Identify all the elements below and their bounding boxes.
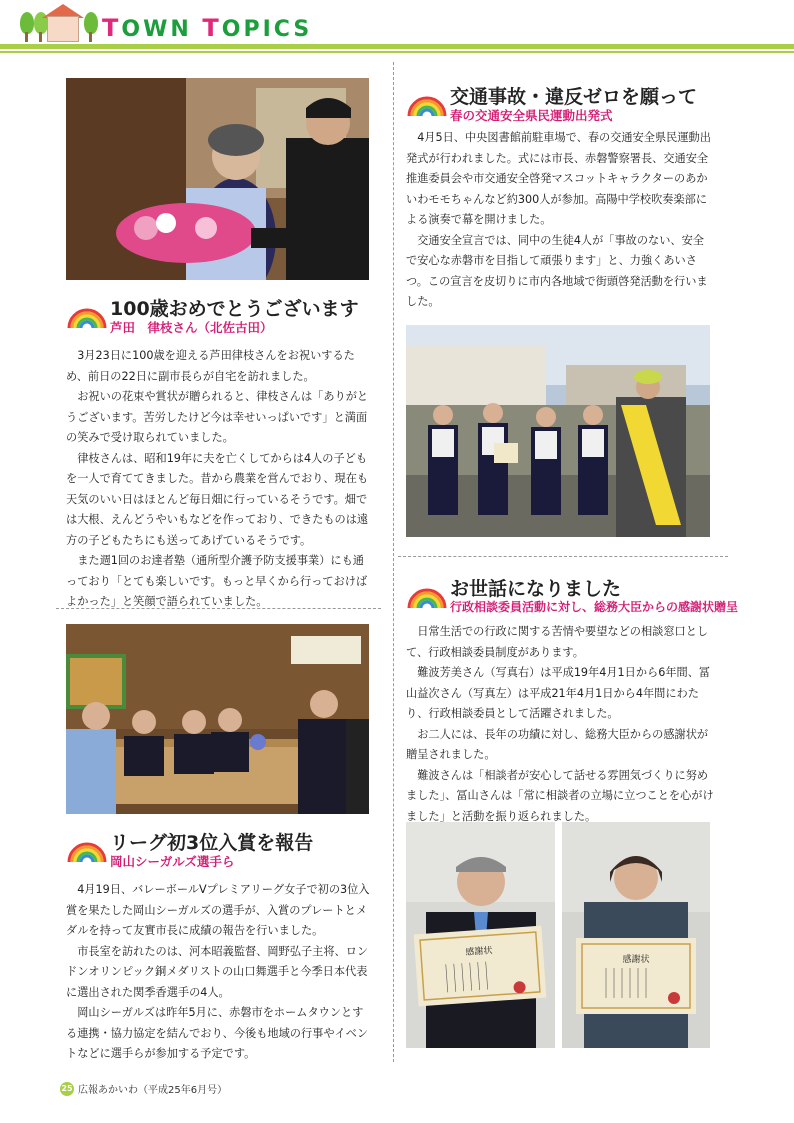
article-title: 交通事故・違反ゼロを願って (450, 86, 698, 108)
article-body: 日常生活での行政に関する苦情や要望などの相談窓口として、行政相談委員制度があります。 難波芳美さん（写真右）は平成19年4月1日から6年間、冨山益次さん（写真左）は平成21年4月1日から4年間にわたり、行政相談委員として活躍されました。 お二人には、長年の功績に対し、総務大臣からの感謝状が贈呈されました。 難波さんは「相談者が安心して話せる雰囲気づくりに努めました」、冨山さんは「常に相談者の立場に立つことを心がけました」と活動を振り返られました。 (406, 625, 714, 823)
article-title: リーグ初3位入賞を報告 (110, 832, 314, 854)
article-subtitle: 行政相談委員活動に対し、総務大臣からの感謝状贈呈 (450, 600, 739, 614)
birthday-photo (66, 78, 369, 280)
divider (398, 556, 728, 557)
article-body: 3月23日に100歳を迎える芦田律枝さんをお祝いするため、前日の22日に副市長らが自宅を訪れました。 お祝いの花束や賞状が贈られると、律枝さんは「ありがとうございます。苦労したけど今は幸せいっぱいです」と満面の笑みで受け取られていました。 律枝さんは、昭和19年に夫を亡くしてからは4人の子どもを一人で育ててきました。昔から農業を営んでおり、現在も天気のいい日はほとんど毎日畑に行っているそうです。畑では大根、えんどうやいもなどを作っており、できたものは遠方の子どもたちにも送ってあげているそうです。 また週1回のお達者塾（通所型介護予防支援事業）にも通っており「とても楽しいです。もっと早くから行っておけばよかった」と笑顔で語られていました。 (66, 349, 369, 608)
divider (56, 608, 381, 609)
rainbow-icon (66, 828, 108, 864)
traffic-photo (406, 325, 710, 537)
tree-icon (20, 12, 34, 34)
publication-name: 広報あかいわ（平成25年6月号） (78, 1085, 228, 1096)
section-title: TOWN TOPICS (102, 14, 313, 42)
article-subtitle: 春の交通安全県民運動出発式 (450, 108, 613, 123)
column-divider (393, 62, 394, 1062)
article-title: 100歳おめでとうございます (110, 298, 359, 320)
page-header (0, 0, 794, 60)
article-body: 4月19日、バレーボールVプレミアリーグ女子で初の3位入賞を果たした岡山シーガルズの選手が、入賞のプレートとメダルを持って友實市長に成績の報告を行いました。 市長室を訪れたのは、河本昭義監督、岡野弘子主将、ロンドンオリンピック銅メダリストの山口舞選手と今季日本代表に選出された関季香選手の4人。 岡山シーガルズは昨年5月に、赤磐市をホームタウンとする連携・協力協定を結んでおり、今後も地域の行事やイベントなどに選手らが参加する予定です。 (66, 883, 370, 1060)
rainbow-icon (406, 574, 448, 610)
rainbow-icon (406, 82, 448, 118)
rainbow-icon (66, 294, 108, 330)
article-body: 4月5日、中央図書館前駐車場で、春の交通安全県民運動出発式が行われました。式には市長、赤磐警察署長、交通安全推進委員会や市交通安全啓発マスコットキャラクターのあかいわモモちゃんなど約300人が参加。高陽中学校吹奏楽部による演奏で幕を開けました。 交通安全宣言では、同中の生徒4人が「事故のない、安全で安心な赤磐市を目指して頑張ります」と、力強くあいさつ。この宣言を皮切りに市内各地域で街頭啓発活動を行いました。 (406, 131, 711, 308)
certificate-photo-right (562, 822, 710, 1048)
article-subtitle: 岡山シーガルズ選手ら (110, 854, 235, 869)
page-footer (60, 1081, 227, 1096)
league-photo (66, 624, 369, 814)
svg-text:感謝状: 感謝状 (622, 955, 650, 965)
article-title: お世話になりました (450, 578, 622, 600)
certificate-photo-left (406, 822, 555, 1048)
tree-icon (84, 12, 98, 34)
article-subtitle: 芦田 律枝さん（北佐古田） (110, 320, 273, 335)
svg-text:感謝状: 感謝状 (465, 946, 493, 958)
page-number: 25 (60, 1082, 74, 1096)
